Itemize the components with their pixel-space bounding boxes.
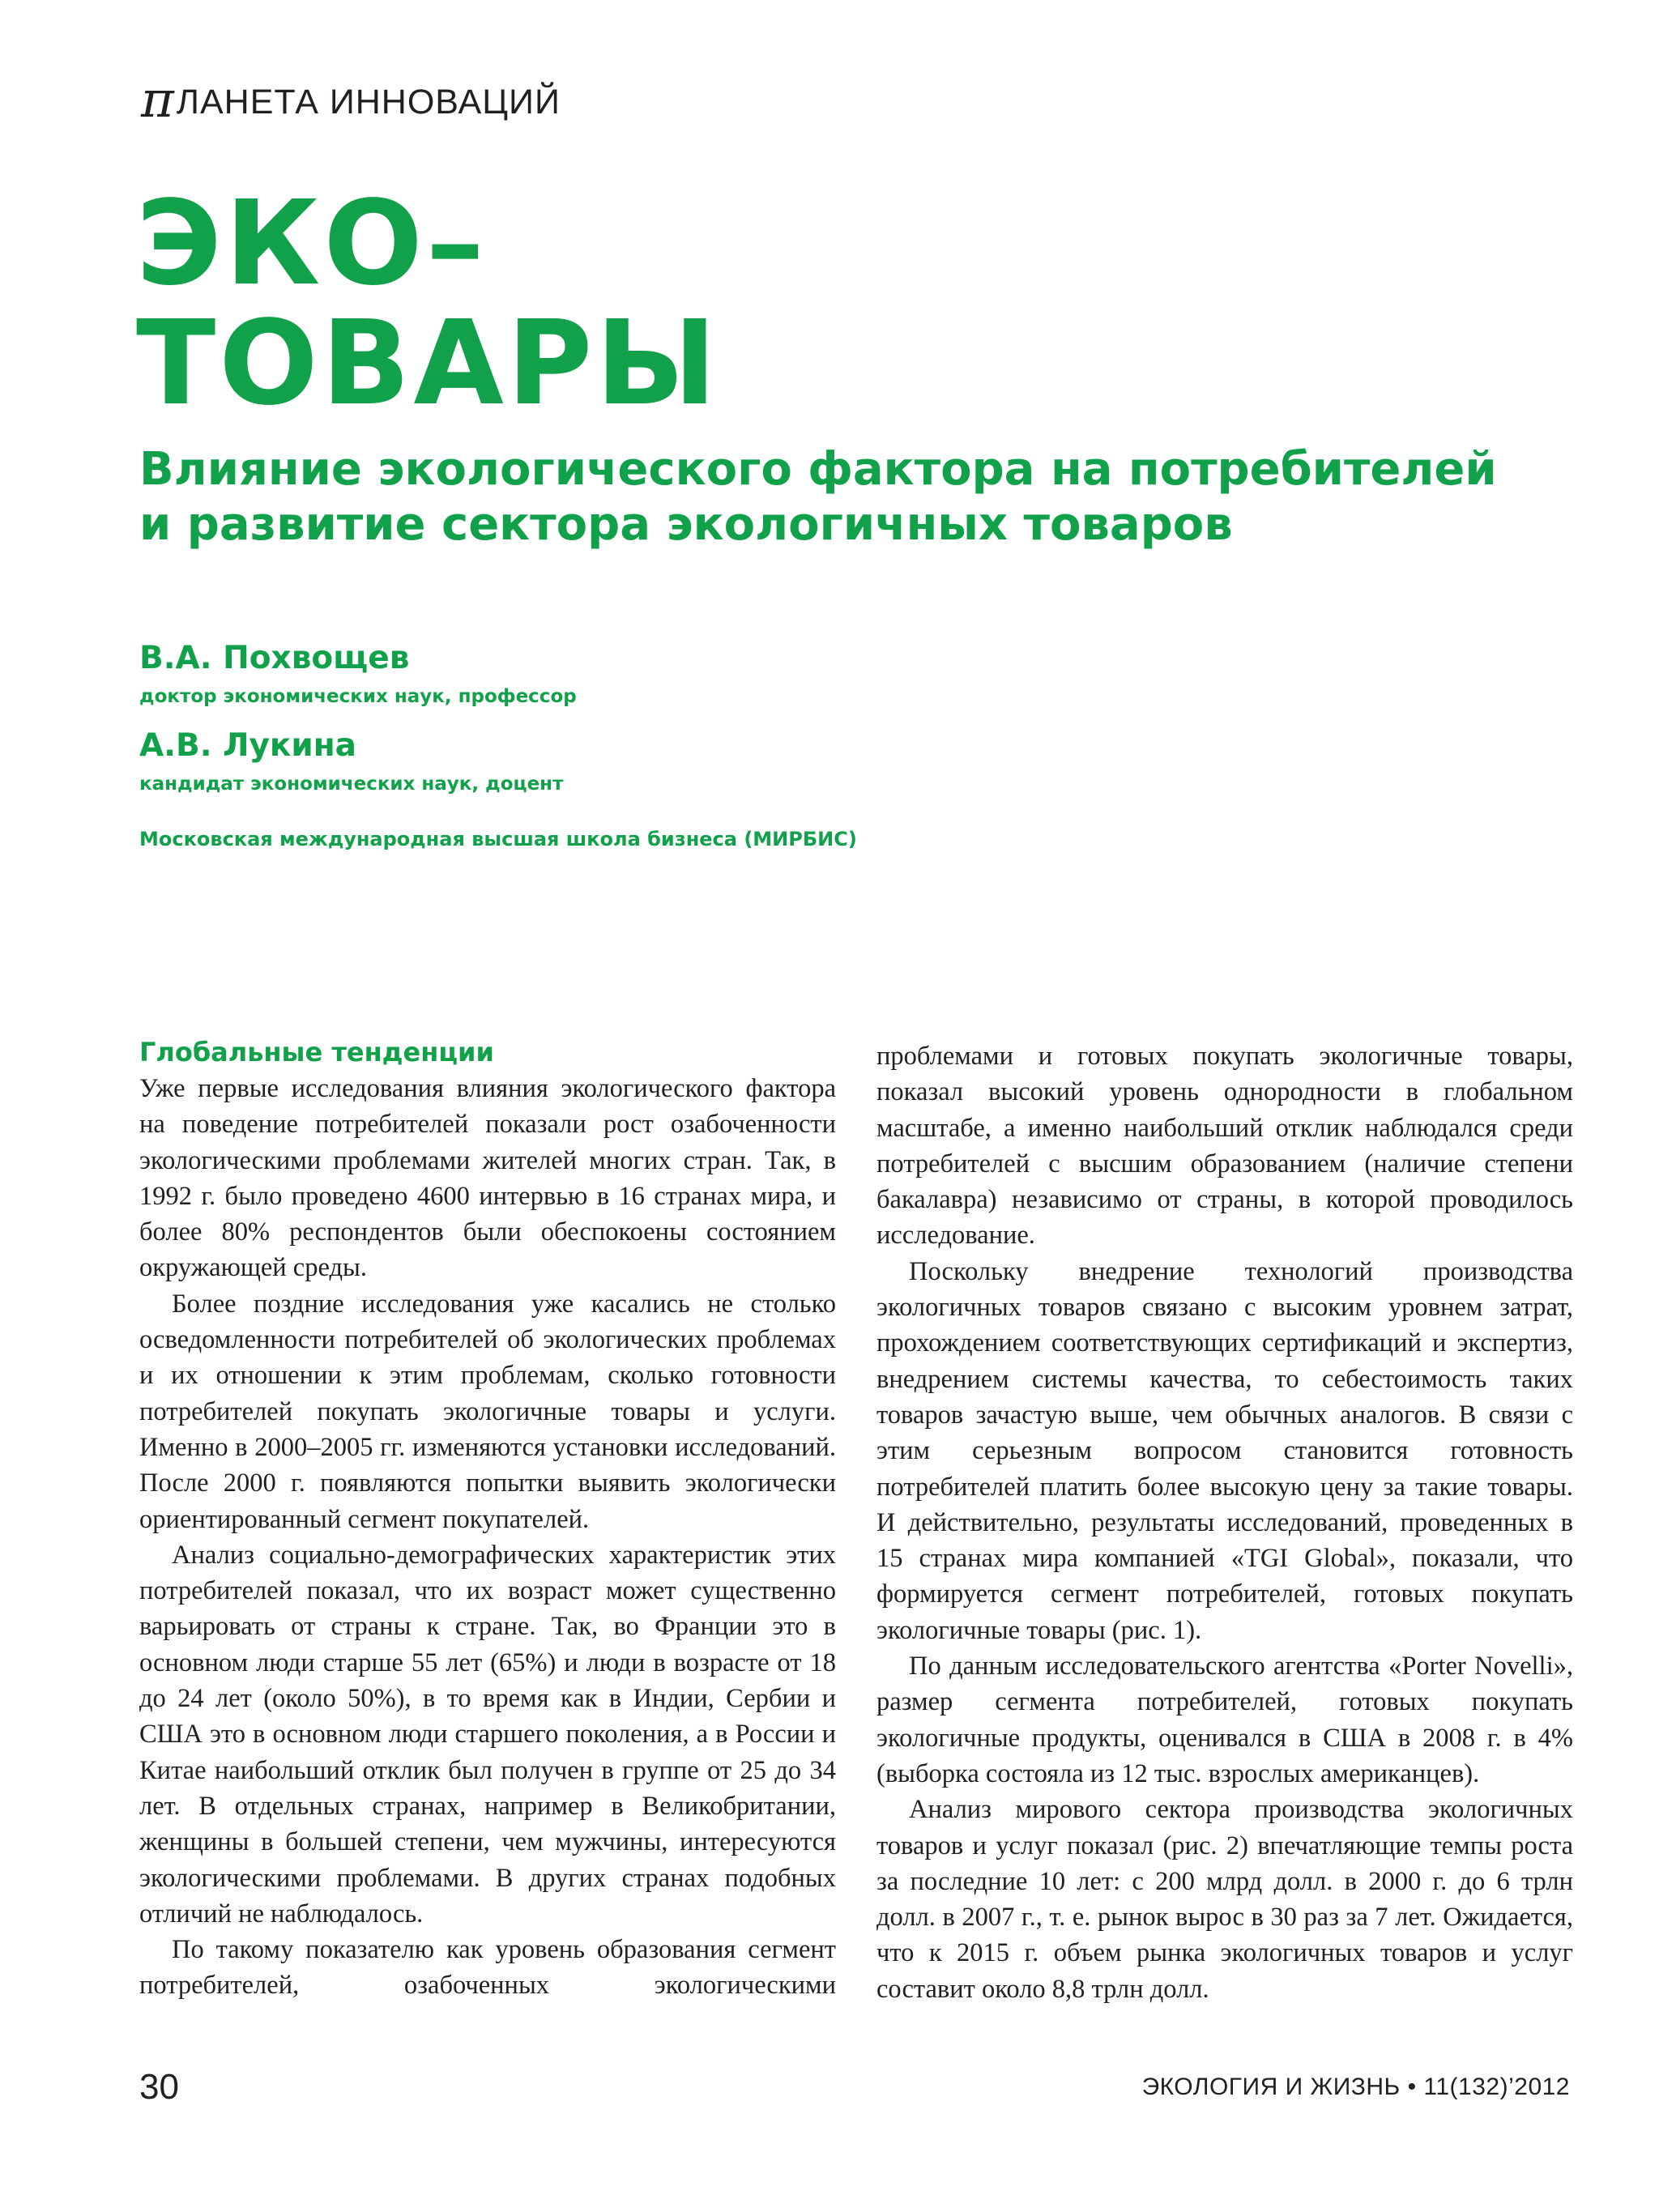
section-heading: Глобальные тенденции [139,1037,494,1068]
subtitle-line-2: и развитие сектора экологичных товаров [139,498,1233,551]
body-paragraph: Поскольку внедрение технологий производства экологичных товаров связано с высоким уровнем затрат, прохождением соответствующих сертификаций и экспертиз, внедрением системы качества, то себестоимость таких товаров зачастую выше, чем обычных аналогов. В связи с этим серьезным вопросом становится готовность потребителей платить более высокую цену за такие товары. И действительно, результаты исследований, проведенных в 15 странах мира компанией «TGI Global», показали, что формируется сегмент потребителей, готовых покупать экологичные товары (рис. 1). [876,1256,1573,1645]
journal-footer: ЭКОЛОГИЯ И ЖИЗНЬ • 11(132)’2012 [1141,2073,1570,2100]
author-affiliation: Московская международная высшая школа бизнеса (МИРБИС) [139,828,857,850]
author-name-1: В.А. Похвощев [139,640,410,676]
right-column [876,1038,1573,2007]
author-name-2: А.В. Лукина [139,727,356,764]
body-paragraph: проблемами и готовых покупать экологичные товары, показал высокий уровень однородности в глобальном масштабе, а именно наибольший отклик наблюдался среди потребителей с высшим образованием (наличие степени бакалавра) независимо от страны, в которой проводилось исследование. [876,1042,1573,1251]
left-column [139,1035,836,2004]
article-subtitle [139,442,1597,552]
pi-logo-icon: π [141,70,175,129]
body-paragraph: Уже первые исследования влияния экологического фактора на поведение потребителей показали рост озабоченности экологическими проблемами жителей многих стран. Так, в 1992 г. было проведено 4600 интервью в 16 странах мира, и более 80% респондентов были обеспокоены состоянием окружающей среды. [139,1074,836,1283]
title-line-1: ЭКО– [136,175,488,311]
body-paragraph: По данным исследовательского агентства «Porter Novelli», размер сегмента потребителей, готовых покупать экологичные продукты, оценивался в США в 2008 г. в 4% (выборка состояла из 12 тыс. взрослых американцев). [876,1652,1573,1788]
author-title-2: кандидат экономических наук, доцент [139,774,564,795]
section-header [141,70,561,129]
subtitle-line-1: Влияние экологического фактора на потребителей [139,443,1497,496]
author-title-1: доктор экономических наук, профессор [139,686,577,707]
page-number: 30 [139,2067,179,2107]
body-paragraph: Анализ социально-демографических характеристик этих потребителей показал, что их возраст может существенно варьировать от страны к стране. Так, во Франции это в основном люди старше 55 лет (65%) и люди в возрасте от 18 до 24 лет (около 50%), в то время как в Индии, Сербии и США это в основном люди старшего поколения, а в России и Китае наибольший отклик был получен в группе от 25 до 34 лет. В отдельных странах, например в Великобритании, женщины в большей степени, чем мужчины, интересуются экологическими проблемами. В других странах подобных отличий не наблюдалось. [139,1540,836,1929]
body-paragraph: По такому показателю как уровень образования сегмент потребителей, озабоченных экологическими [139,1935,836,2001]
body-paragraph: Анализ мирового сектора производства экологичных товаров и услуг показал (рис. 2) впечатляющие темпы роста за последние 10 лет: с 200 млрд долл. в 2000 г. до 6 трлн долл. в 2007 г., т. е. рынок вырос в 30 раз за 7 лет. Ожидается, что к 2015 г. объем рынка экологичных товаров и услуг составит около 8,8 трлн долл. [876,1795,1573,2004]
section-name: ЛАНЕТА ИННОВАЦИЙ [176,83,561,121]
article-title [136,175,720,431]
body-paragraph: Более поздние исследования уже касались не столько осведомленности потребителей об экологических проблемах и их отношении к этим проблемам, сколько готовности потребителей покупать экологичные товары и услуги. Именно в 2000–2005 гг. изменяются установки исследований. После 2000 г. появляются попытки выявить экологически ориентированный сегмент покупателей. [139,1289,836,1534]
title-line-2: ТОВАРЫ [136,295,720,431]
